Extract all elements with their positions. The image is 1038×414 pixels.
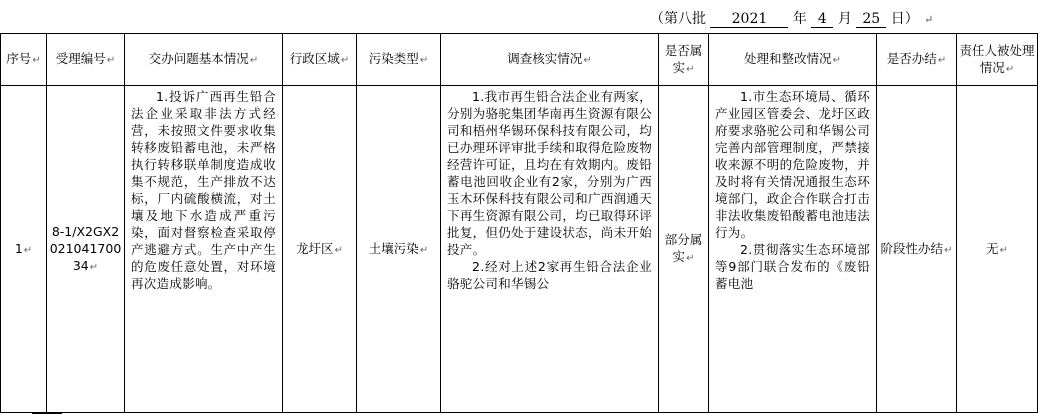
table-row bbox=[1, 86, 1038, 413]
header-handling: 处理和整改情况↵ bbox=[709, 34, 877, 86]
cell-is-done: 阶段性办结↵ bbox=[877, 86, 957, 413]
handling-paragraph-2: 2.贯彻落实生态环境部等9部门联合发布的《废铅蓄电池 bbox=[715, 242, 870, 291]
cell-pollution-type: 土壤污染↵ bbox=[357, 86, 441, 413]
batch-month: 4 bbox=[811, 11, 833, 28]
cell-seq: 1↵ bbox=[1, 86, 47, 413]
header-district: 行政区域↵ bbox=[283, 34, 357, 86]
cell-handling bbox=[709, 86, 877, 413]
handling-paragraph-1: 1.市生态环境局、循环产业园区管委会、龙圩区政府要求骆驼公司和华锡公司完善内部管理制度，严禁接收来源不明的危险废物，并及时将有关情况通报生态环境部门，政企合作联合打击非法收集废铅酸蓄电池违法行为。 bbox=[715, 89, 870, 240]
batch-date-line: （第八批 2021 年 4 月 25 日） ↵ bbox=[650, 11, 934, 27]
batch-month-suffix: 月 bbox=[837, 11, 852, 27]
cell-district: 龙圩区↵ bbox=[283, 86, 357, 413]
header-accept-no: 受理编号↵ bbox=[47, 34, 125, 86]
header-issue: 交办问题基本情况↵ bbox=[125, 34, 283, 86]
batch-day: 25 bbox=[856, 11, 886, 28]
cell-accept-no: 8-1/X2GX202104170034↵ bbox=[47, 86, 125, 413]
batch-day-suffix: 日） bbox=[890, 11, 919, 27]
investigation-paragraph-2: 2.经对上述2家再生铅合法企业骆驼公司和华锡公 bbox=[447, 259, 652, 291]
header-accountability: 责任人被处理情况↵ bbox=[957, 34, 1038, 86]
cell-accountability: 无↵ bbox=[957, 86, 1038, 413]
batch-year-suffix: 年 bbox=[792, 11, 807, 27]
issue-paragraph-1: 1.投诉广西再生铅合法企业采取非法方式经营，未按照文件要求收集转移废铅蓄电池，未严格执行转移联单制度造成收集不规范，生产排放不达标，厂内硫酸横流，对土壤及地下水造成严重污染，面对督察检查采取停产逃避方式。生产中产生的危废任意处置，对环境再次造成影响。 bbox=[131, 89, 276, 291]
cell-investigation bbox=[441, 86, 659, 413]
investigation-paragraph-1: 1.我市再生铅合法企业有两家，分别为骆驼集团华南再生资源有限公司和梧州华锡环保科技有限公司，均已办理环评审批手续和取得危险废物经营许可证，且均在有效期内。废铅蓄电池回收企业有2家，分别为广西玉木环保科技有限公司和广西润通天下再生资源有限公司，均已取得环评批复，但仍处于建设状态，尚未开始投产。 bbox=[447, 89, 652, 257]
batch-prefix: （第八批 bbox=[650, 11, 706, 27]
header-investigation: 调查核实情况↵ bbox=[441, 34, 659, 86]
cell-is-true: 部分属实↵ bbox=[659, 86, 709, 413]
header-is-true: 是否属实↵ bbox=[659, 34, 709, 86]
header-is-done: 是否办结↵ bbox=[877, 34, 957, 86]
rectification-table bbox=[0, 33, 1038, 413]
header-pollution-type: 污染类型↵ bbox=[357, 34, 441, 86]
batch-year: 2021 bbox=[710, 11, 788, 28]
table-header-row bbox=[1, 34, 1038, 86]
cell-issue bbox=[125, 86, 283, 413]
header-seq: 序号↵ bbox=[1, 34, 47, 86]
